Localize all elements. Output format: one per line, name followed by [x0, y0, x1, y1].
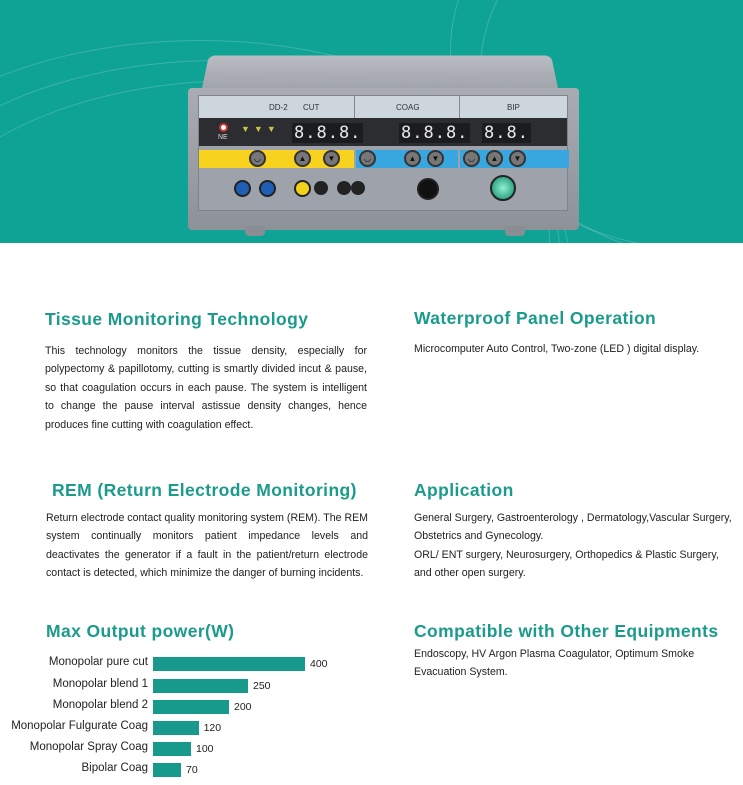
- bar: [153, 763, 181, 777]
- bip-down-button[interactable]: ▼: [509, 150, 526, 167]
- product-banner: [0, 0, 743, 243]
- rem-body: Return electrode contact quality monitoring system (REM). The REM system continually monitors patient impedance levels and deactivates the generator if a fault in the patient/return electrode contact is detected, which minimize the danger of burning incidents.: [46, 512, 368, 580]
- bipolar-socket: [234, 180, 251, 197]
- coag-down-button[interactable]: ▼: [427, 150, 444, 167]
- bipolar-socket: [259, 180, 276, 197]
- cut-display: 8.8.8.: [294, 123, 362, 143]
- cut-down-button[interactable]: ▼: [323, 150, 340, 167]
- bar-label: Monopolar pure cut: [48, 656, 148, 668]
- device-foot: [505, 226, 525, 236]
- compatible-body: Endoscopy, HV Argon Plasma Coagulator, Optimum Smoke Evacuation System.: [414, 648, 695, 679]
- bip-display: 8.8.: [484, 123, 529, 143]
- pin-socket: [337, 181, 351, 195]
- pin-socket: [351, 181, 365, 195]
- bar-label: Monopolar Fulgurate Coag: [11, 720, 148, 732]
- monopolar-socket: [294, 180, 311, 197]
- coag-mode-button[interactable]: ◡: [359, 150, 376, 167]
- coag-label: COAG: [396, 103, 420, 112]
- tissue-body: This technology monitors the tissue density, especially for polypectomy & papillotomy, cutting is smartly divided incut & pause, so that coagulation occurs in each pause. The system is intelligent to change the pause interval astissue density changes, hence produces fine cutting with coagulation effect.: [45, 345, 367, 431]
- cut-label: CUT: [303, 103, 320, 112]
- cut-mode-icons: ▼▼▼: [241, 124, 280, 134]
- cut-up-button[interactable]: ▲: [294, 150, 311, 167]
- bip-label: BIP: [507, 103, 520, 112]
- compatible-title: Compatible with Other Equipments: [414, 621, 719, 641]
- bar-value: 100: [196, 743, 214, 755]
- bar-value: 200: [234, 701, 252, 713]
- footswitch-socket: [417, 178, 439, 200]
- mode-label: DD-2: [269, 103, 288, 112]
- bar-label: Monopolar blend 2: [52, 699, 148, 711]
- bar-value: 120: [203, 722, 222, 734]
- power-switch[interactable]: [490, 175, 516, 201]
- application-body-1: General Surgery, Gastroenterology , Dermatology,Vascular Surgery, Obstetrics and Gynecology.: [414, 512, 732, 543]
- coag-up-button[interactable]: ▲: [404, 150, 421, 167]
- bar-label: Bipolar Coag: [81, 762, 148, 774]
- bar: [153, 742, 191, 756]
- ne-label: NE: [218, 134, 228, 141]
- tissue-title: Tissue Monitoring Technology: [45, 309, 309, 329]
- chart-title: Max Output power(W): [46, 621, 235, 641]
- bar-label: Monopolar Spray Coag: [29, 741, 148, 753]
- application-body-2: ORL/ ENT surgery, Neurosurgery, Orthopedics & Plastic Surgery, and other open surgery.: [414, 549, 719, 580]
- device-foot: [245, 226, 265, 236]
- bar: [153, 721, 199, 735]
- ne-indicator-icon: [219, 123, 228, 132]
- waterproof-body: Microcomputer Auto Control, Two-zone (LED ) digital display.: [414, 343, 700, 355]
- bar: [153, 700, 229, 714]
- waterproof-title: Waterproof Panel Operation: [414, 308, 657, 328]
- bar-value: 70: [186, 764, 198, 776]
- application-title: Application: [414, 480, 514, 500]
- pin-socket: [314, 181, 328, 195]
- rem-title: REM (Return Electrode Monitoring): [52, 480, 357, 500]
- bip-up-button[interactable]: ▲: [486, 150, 503, 167]
- bar: [153, 679, 248, 693]
- cut-mode-button[interactable]: ◡: [249, 150, 266, 167]
- bar: [153, 657, 305, 671]
- bar-value: 400: [310, 658, 328, 670]
- coag-display: 8.8.8.: [401, 123, 469, 143]
- bar-label: Monopolar blend 1: [52, 678, 148, 690]
- front-panel: [198, 95, 568, 211]
- bip-mode-button[interactable]: ◡: [463, 150, 480, 167]
- bar-value: 250: [253, 680, 271, 692]
